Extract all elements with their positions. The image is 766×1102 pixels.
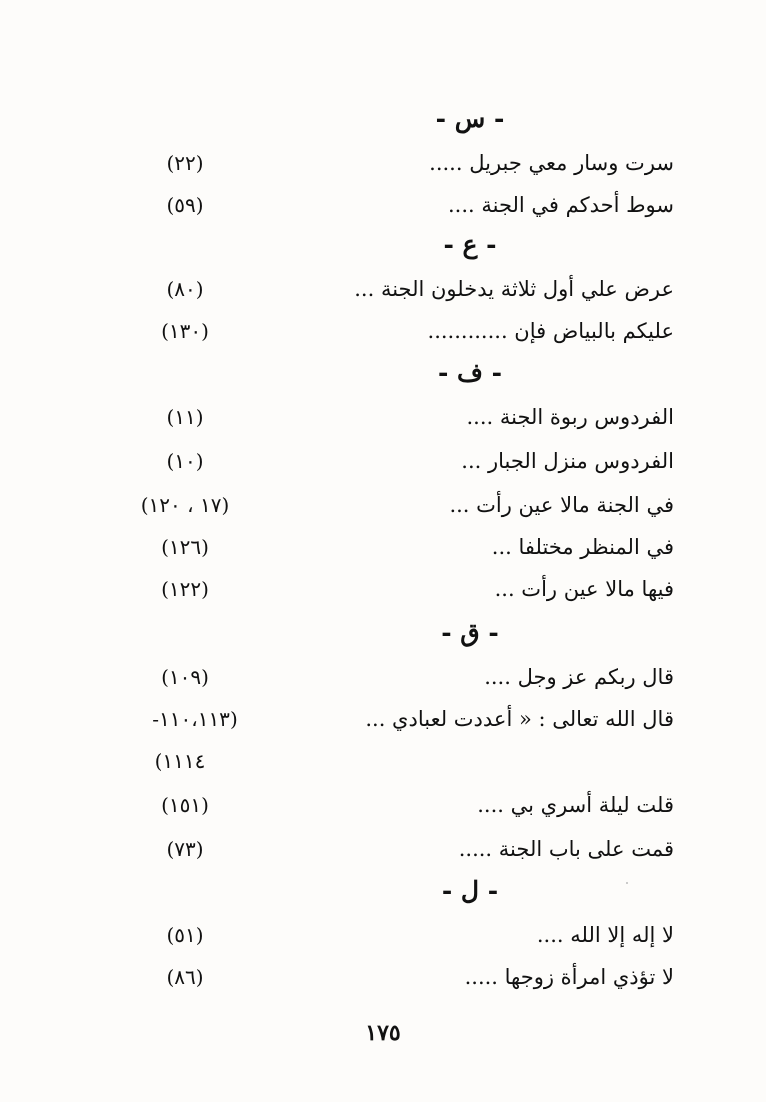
index-entry [90, 832, 674, 866]
entry-reference: (١٥١) [161, 793, 209, 817]
index-entry [90, 918, 674, 952]
index-entry [90, 188, 674, 222]
section-heading-ain: - ع - [443, 230, 497, 259]
section-heading-fa: - ف - [437, 358, 503, 387]
entry-text: عليكم بالبياض فإن ............ [427, 319, 674, 343]
index-entry [90, 960, 674, 994]
entry-reference: (٢٢) [166, 151, 204, 175]
entry-reference-continued: ١١١٤) [154, 749, 206, 773]
entry-text: لا تؤذي امرأة زوجها ..... [464, 965, 674, 989]
entry-text: سوط أحدكم في الجنة .... [447, 193, 674, 217]
entry-reference: (١٠) [166, 449, 204, 473]
entry-text: قمت على باب الجنة ..... [458, 837, 674, 861]
index-entry [90, 488, 674, 522]
entry-reference: (١١٠،١١٣- [152, 707, 238, 731]
page-number: ١٧٥ [365, 1020, 401, 1046]
index-entry [90, 146, 674, 180]
entry-text: قال ربكم عز وجل .... [484, 665, 674, 689]
section-heading-seen: - س - [435, 104, 505, 133]
paper-speck [626, 882, 628, 884]
entry-text: الفردوس ربوة الجنة .... [466, 405, 674, 429]
entry-text: في المنظر مختلفا ... [491, 535, 674, 559]
section-heading-qaf: - ق - [441, 618, 499, 647]
entry-reference: (١٢٦) [161, 535, 209, 559]
entry-text: قلت ليلة أسري بي .... [477, 793, 674, 817]
entry-text: لا إله إلا الله .... [536, 923, 674, 947]
index-entry [90, 400, 674, 434]
entry-text: قال الله تعالى : « أعددت لعبادي ... [365, 707, 674, 731]
entry-text: فيها مالا عين رأت ... [494, 577, 674, 601]
section-heading-lam: - ل - [441, 876, 499, 905]
entry-reference: (٧٣) [166, 837, 204, 861]
index-entry [90, 314, 674, 348]
index-entry [90, 272, 674, 306]
entry-reference: (٨٦) [166, 965, 204, 989]
entry-text: سرت وسار معي جبريل ..... [429, 151, 674, 175]
entry-reference: (١١) [166, 405, 204, 429]
index-entry [90, 788, 674, 822]
index-entry [90, 702, 674, 736]
entry-reference: (٥٩) [166, 193, 204, 217]
index-entry [90, 660, 674, 694]
index-entry [90, 530, 674, 564]
entry-reference: (١٣٠) [161, 319, 209, 343]
index-entry [90, 572, 674, 606]
entry-reference: (٨٠) [166, 277, 204, 301]
entry-reference: (١٠٩) [161, 665, 209, 689]
entry-reference: (١٧ ، ١٢٠) [140, 493, 230, 517]
entry-reference: (١٢٢) [161, 577, 209, 601]
entry-text: عرض علي أول ثلاثة يدخلون الجنة ... [354, 277, 674, 301]
entry-text: الفردوس منزل الجبار ... [461, 449, 674, 473]
entry-text: في الجنة مالا عين رأت ... [449, 493, 674, 517]
entry-reference: (٥١) [166, 923, 204, 947]
index-entry [90, 444, 674, 478]
